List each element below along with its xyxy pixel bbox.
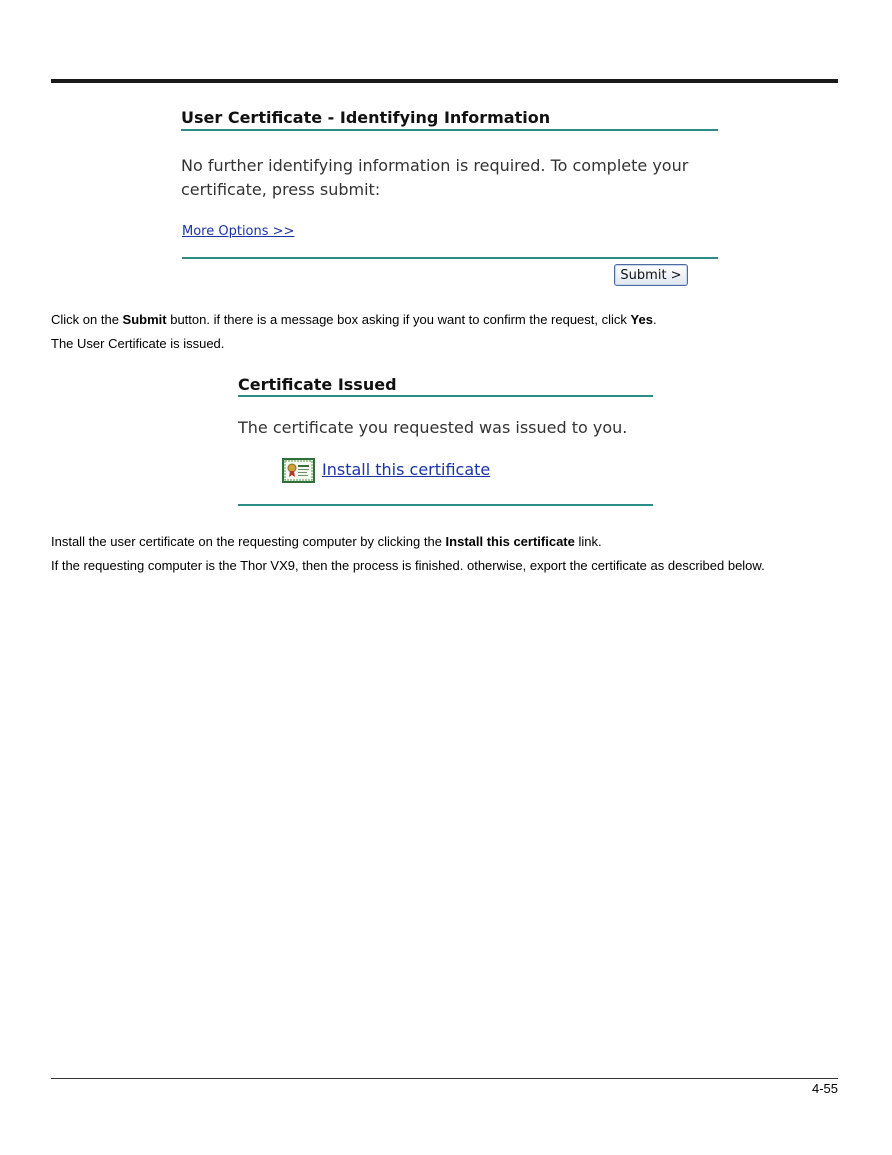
title-divider <box>238 395 653 397</box>
more-options-link[interactable]: More Options >> <box>182 224 295 239</box>
certificate-icon[interactable] <box>282 458 315 483</box>
install-term: Install this certificate <box>445 534 575 549</box>
identifying-info-message: No further identifying information is required. To complete your certificate, press submit: <box>181 156 689 199</box>
certificate-issued-title: Certificate Issued <box>238 375 397 394</box>
submit-term: Submit <box>122 312 167 327</box>
yes-term: Yes <box>630 312 653 327</box>
instruction-submit: Click on the Submit button. if there is a message box asking if you want to confirm the request, click Yes. <box>51 312 657 327</box>
form-divider <box>182 257 718 259</box>
certificate-issued-screenshot <box>238 374 654 510</box>
header-rule <box>51 79 838 83</box>
instruction-export: If the requesting computer is the Thor VX9, then the process is finished. otherwise, export the certificate as described below. <box>51 558 765 573</box>
issued-message: The certificate you requested was issued to you. <box>238 418 628 437</box>
title-divider <box>181 129 718 131</box>
instruction-install: Install the user certificate on the requesting computer by clicking the Install this certificate link. <box>51 534 602 549</box>
instruction-issued: The User Certificate is issued. <box>51 336 225 351</box>
user-certificate-screenshot <box>181 107 718 292</box>
user-certificate-title: User Certificate - Identifying Information <box>181 108 551 127</box>
install-certificate-link[interactable]: Install this certificate <box>322 460 491 479</box>
page-number: 4-55 <box>811 1081 838 1096</box>
bottom-divider <box>238 504 653 506</box>
footer-rule <box>51 1078 838 1079</box>
submit-button[interactable]: Submit > <box>614 264 688 286</box>
